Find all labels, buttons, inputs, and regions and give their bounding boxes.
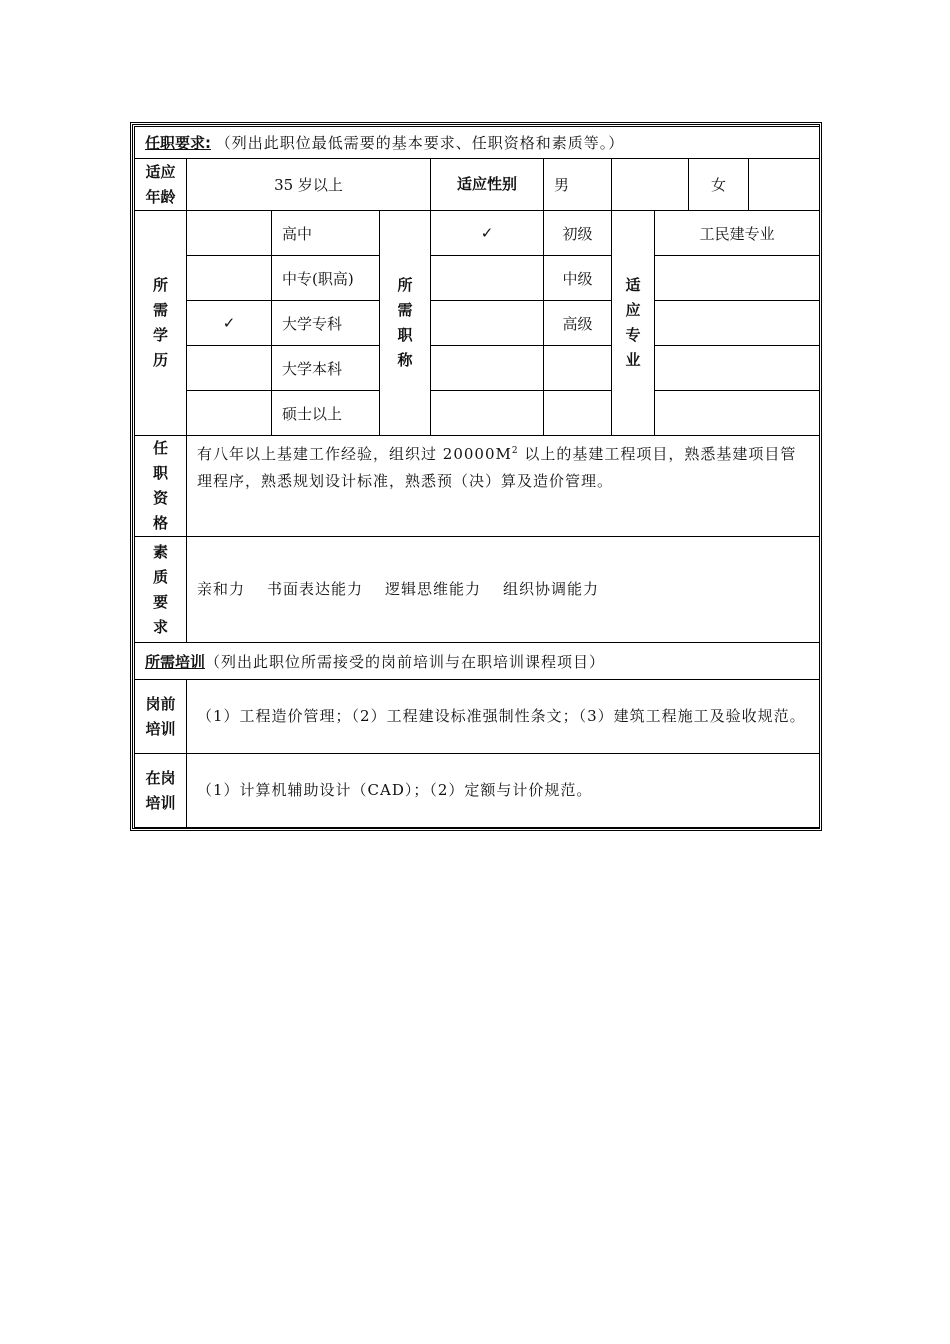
education-mark: ✓: [187, 301, 272, 346]
gender-option-female: 女: [689, 159, 749, 211]
job-requirements-table: [134, 126, 820, 828]
requirements-note: （列出此职位最低需要的基本要求、任职资格和素质等。）: [215, 134, 625, 152]
qualification-label: 任 职 资 格: [135, 436, 187, 537]
qualification-row: [135, 436, 820, 537]
education-label: 所 需 学 历: [135, 211, 187, 436]
major-value: [655, 391, 820, 436]
age-label: 适应 年龄: [135, 159, 187, 211]
age-gender-row: [135, 159, 820, 211]
education-mark: [187, 346, 272, 391]
major-value: [655, 346, 820, 391]
education-mark: [187, 211, 272, 256]
education-row-2: [135, 256, 820, 301]
pre-training-row: [135, 680, 820, 754]
education-level: 高中: [272, 211, 380, 256]
education-level: 大学本科: [272, 346, 380, 391]
requirements-heading: 任职要求:: [145, 134, 211, 152]
title-label: 所 需 职 称: [380, 211, 431, 436]
quality-item: 亲和力: [197, 580, 246, 598]
qualification-text: 有八年以上基建工作经验，组织过 $20000M^2$ 以上的基建工程项目，熟悉基建项目管理程序，熟悉规划设计标准，熟悉预（决）算及造价管理。: [187, 436, 820, 537]
age-value: 35 岁以上: [187, 159, 431, 211]
title-level: 中级: [544, 256, 612, 301]
gender-option-male: 男: [544, 159, 612, 211]
requirements-header: [135, 127, 820, 159]
education-level: 大学专科: [272, 301, 380, 346]
onjob-training-text: （1）计算机辅助设计（CAD）；（2）定额与计价规范。: [187, 754, 820, 828]
training-heading: 所需培训: [145, 652, 206, 671]
major-value: [655, 256, 820, 301]
quality-item: 书面表达能力: [267, 580, 364, 598]
title-mark: ✓: [431, 211, 544, 256]
major-label: 适 应 专 业: [612, 211, 655, 436]
gender-label: 适应性别: [431, 159, 544, 211]
major-value: 工民建专业: [655, 211, 820, 256]
quality-items: [187, 537, 820, 643]
training-note: （列出此职位所需接受的岗前培训与在职培训课程项目）: [205, 652, 606, 671]
education-row-4: [135, 346, 820, 391]
education-row-3: [135, 301, 820, 346]
quality-label: 素 质 要 求: [135, 537, 187, 643]
title-level: 高级: [544, 301, 612, 346]
onjob-training-label: 在岗 培训: [135, 754, 187, 828]
education-mark: [187, 256, 272, 301]
title-level: [544, 346, 612, 391]
title-mark: [431, 346, 544, 391]
pre-training-text: （1）工程造价管理；（2）工程建设标准强制性条文；（3）建筑工程施工及验收规范。: [187, 680, 820, 754]
quality-row: [135, 537, 820, 643]
major-value: [655, 301, 820, 346]
requirements-header-row: [135, 127, 820, 159]
education-row-1: [135, 211, 820, 256]
education-row-5: [135, 391, 820, 436]
education-level: 硕士以上: [272, 391, 380, 436]
gender-male-mark: [612, 159, 689, 211]
onjob-training-row: [135, 754, 820, 828]
title-level: 初级: [544, 211, 612, 256]
title-mark: [431, 256, 544, 301]
training-header-row: [135, 643, 820, 680]
education-level: 中专(职高): [272, 256, 380, 301]
gender-female-mark: [749, 159, 820, 211]
title-mark: [431, 391, 544, 436]
education-mark: [187, 391, 272, 436]
quality-item: 逻辑思维能力: [385, 580, 482, 598]
quality-item: 组织协调能力: [503, 580, 600, 598]
training-header: [135, 643, 820, 680]
pre-training-label: 岗前 培训: [135, 680, 187, 754]
title-level: [544, 391, 612, 436]
title-mark: [431, 301, 544, 346]
